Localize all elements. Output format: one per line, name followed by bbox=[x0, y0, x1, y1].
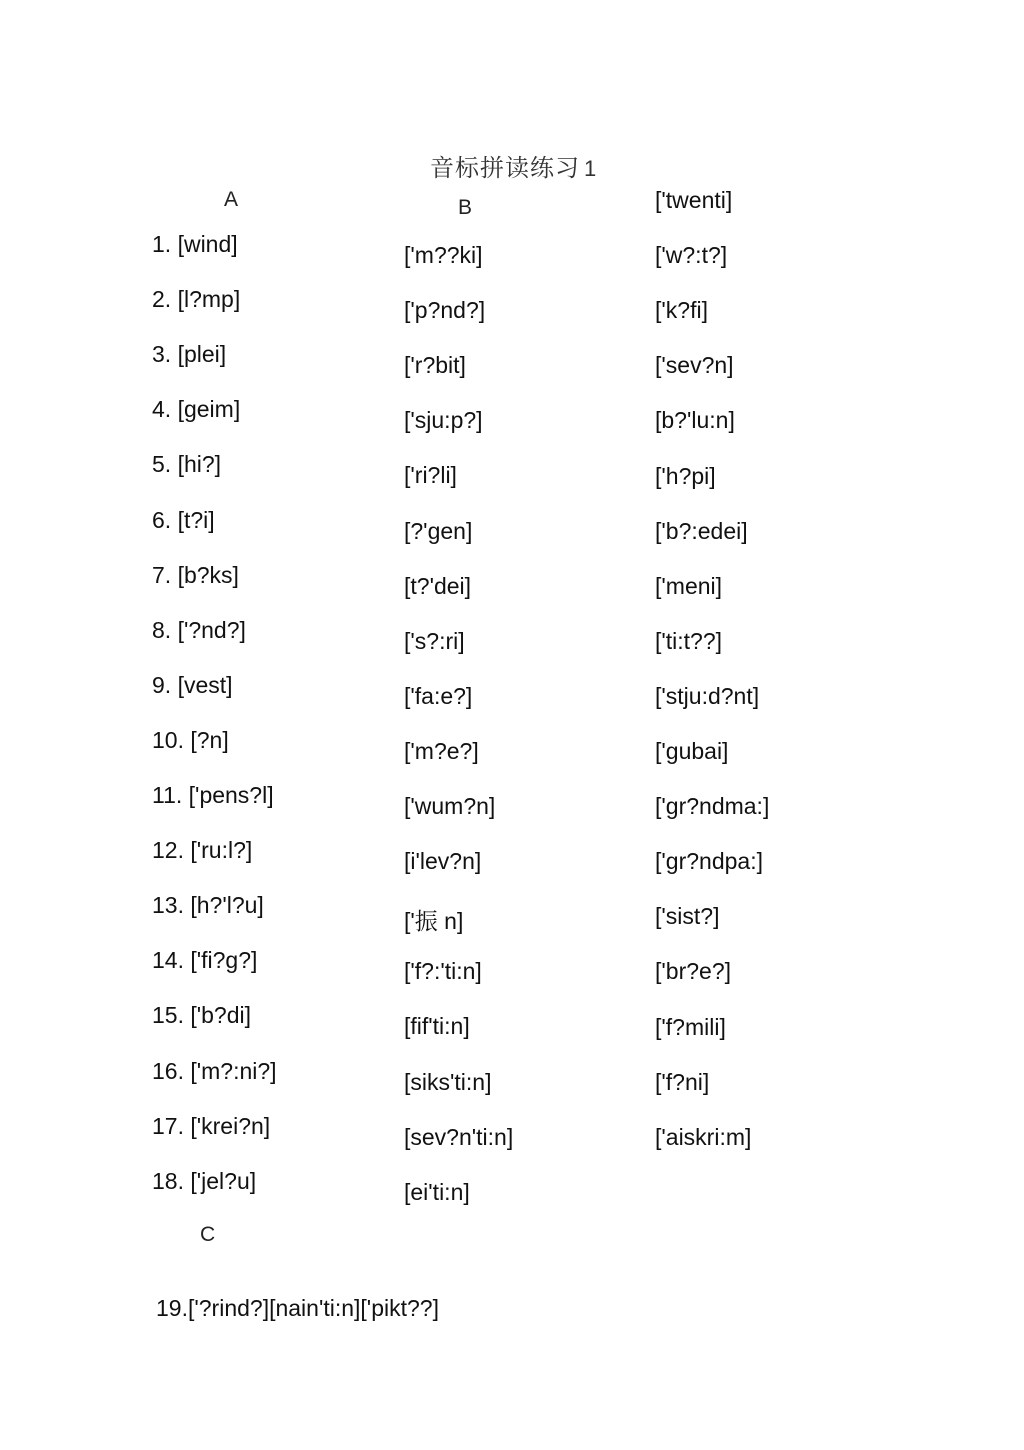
column-c-item: [b?'lu:n] bbox=[655, 407, 735, 434]
column-b-item: ['m?e?] bbox=[404, 737, 479, 764]
column-c-item: ['stju:d?nt] bbox=[655, 682, 760, 709]
column-c-item: ['f?mili] bbox=[655, 1013, 726, 1040]
column-a-item: 5. [hi?] bbox=[152, 451, 222, 478]
column-b-item: [?'gen] bbox=[404, 517, 473, 544]
column-c-item: ['b?:edei] bbox=[655, 517, 748, 544]
column-a-header: A bbox=[224, 188, 239, 211]
column-c-item: ['ti:t??] bbox=[655, 627, 723, 654]
section-c-item: 19.['?rind?][nain'ti:n]['pikt??] bbox=[156, 1295, 439, 1321]
column-c-item: ['f?ni] bbox=[655, 1068, 710, 1095]
section-c-header: C bbox=[200, 1223, 216, 1246]
column-a-item: 3. [plei] bbox=[152, 341, 227, 368]
column-a-item: 9. [vest] bbox=[152, 671, 233, 698]
column-c-item: ['aiskri:m] bbox=[655, 1123, 752, 1150]
page-title-number: 1 bbox=[584, 156, 598, 181]
column-c-item: ['h?pi] bbox=[655, 462, 716, 489]
column-b-item: ['wum?n] bbox=[404, 793, 496, 819]
column-b-header: B bbox=[458, 196, 473, 219]
column-b-item: [i'lev?n] bbox=[404, 848, 482, 875]
column-b-item: [t?'dei] bbox=[404, 572, 472, 599]
column-a-item: 16. ['m?:ni?] bbox=[152, 1057, 277, 1084]
column-b-item: [siks'ti:n] bbox=[404, 1068, 492, 1095]
column-c-item: ['meni] bbox=[655, 572, 723, 599]
column-a-item: 11. ['pens?l] bbox=[152, 782, 274, 808]
column-b-item: ['ri?li] bbox=[404, 462, 457, 489]
column-a-item: 14. ['fi?g?] bbox=[152, 947, 258, 974]
page-title-text: 音标拼读练习 bbox=[430, 154, 580, 182]
column-c-item: ['k?fi] bbox=[655, 297, 708, 324]
column-a-item: 1. [wind] bbox=[152, 231, 238, 257]
column-b-item: ['m??ki] bbox=[404, 242, 483, 268]
column-b-item: ['fa:e?] bbox=[404, 682, 473, 709]
column-b-item: [ei'ti:n] bbox=[404, 1178, 470, 1205]
column-b-item: ['f?:'ti:n] bbox=[404, 958, 482, 985]
column-c-item: ['twenti] bbox=[655, 187, 733, 213]
column-b-item: ['r?bit] bbox=[404, 352, 466, 379]
column-a-item: 8. ['?nd?] bbox=[152, 616, 246, 643]
column-b-item: ['sju:p?] bbox=[404, 407, 483, 434]
column-b-item: [fif'ti:n] bbox=[404, 1013, 470, 1040]
column-c-item: ['gr?ndma:] bbox=[655, 793, 770, 820]
column-a-item: 2. [l?mp] bbox=[152, 286, 241, 313]
column-c-item: ['gubai] bbox=[655, 738, 729, 764]
column-a-item: 12. ['ru:l?] bbox=[152, 837, 253, 864]
column-a-item: 10. [?n] bbox=[152, 726, 229, 753]
column-c-item: ['br?e?] bbox=[655, 958, 731, 985]
column-c-item: ['w?:t?] bbox=[655, 242, 728, 269]
column-c-item: ['sev?n] bbox=[655, 352, 734, 379]
column-c-item: ['sist?] bbox=[655, 903, 720, 930]
page-title bbox=[430, 148, 597, 183]
column-a-item: 17. ['krei?n] bbox=[152, 1112, 271, 1139]
column-c-item: ['gr?ndpa:] bbox=[655, 848, 763, 875]
column-a-item: 4. [geim] bbox=[152, 396, 241, 423]
column-b-item: ['振 n] bbox=[404, 908, 464, 935]
column-b-item: [sev?n'ti:n] bbox=[404, 1123, 514, 1150]
column-b-item: ['p?nd?] bbox=[404, 297, 486, 324]
column-b-item: ['s?:ri] bbox=[404, 627, 465, 654]
column-a-item: 6. [t?i] bbox=[152, 506, 215, 533]
column-a-item: 13. [h?'l?u] bbox=[152, 892, 264, 919]
column-a-item: 15. ['b?di] bbox=[152, 1002, 252, 1029]
column-a-item: 7. [b?ks] bbox=[152, 561, 239, 588]
column-a-item: 18. ['jel?u] bbox=[152, 1167, 257, 1194]
